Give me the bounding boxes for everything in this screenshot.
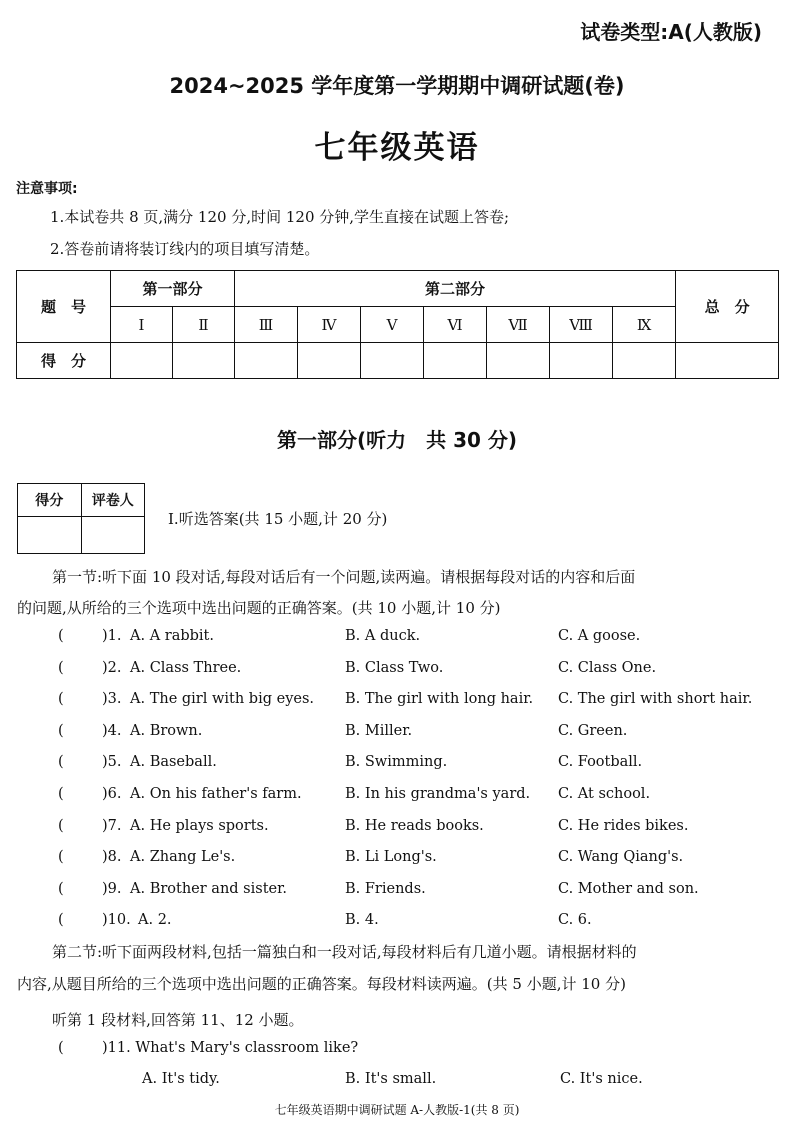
option-b: B. The girl with long hair.: [345, 691, 534, 708]
question-number: )4.: [102, 722, 122, 739]
question-item: [0, 691, 794, 715]
score-cell[interactable]: [173, 343, 235, 379]
option-c: C. Green.: [558, 722, 628, 739]
option-b: B. A duck.: [345, 628, 421, 644]
part2-intro-line: 第二节:听下面两段材料,包括一篇独白和一段对话,每段材料后有几道小题。请根据材料的: [52, 943, 637, 961]
grader-name-cell[interactable]: [81, 517, 145, 554]
question-item: [0, 818, 794, 842]
part1-header: 第一部分: [111, 271, 235, 307]
answer-paren[interactable]: (: [58, 691, 64, 708]
answer-paren[interactable]: (: [58, 659, 64, 676]
option-a: A. Class Three.: [130, 659, 242, 676]
option-b: B. He reads books.: [345, 817, 484, 834]
question-item: [0, 628, 794, 652]
option-a: A. 2.: [138, 912, 172, 929]
score-table: [16, 270, 779, 379]
option-b: B. It's small.: [345, 1071, 437, 1087]
score-cell[interactable]: [298, 343, 361, 379]
question-number: )8.: [102, 849, 122, 866]
question-stem: )11. What's Mary's classroom like?: [102, 1040, 359, 1056]
question-item: [0, 786, 794, 810]
question-number: )2.: [102, 659, 122, 676]
section1-title: Ⅰ.听选答案(共 15 小题,计 20 分): [168, 510, 388, 528]
answer-paren[interactable]: (: [58, 786, 64, 802]
notice-item: 2.答卷前请将装订线内的项目填写清楚。: [50, 240, 320, 258]
col-header: Ⅸ: [613, 307, 676, 343]
answer-paren[interactable]: (: [58, 880, 64, 897]
row-label-score: 得 分: [17, 343, 111, 379]
part1-intro-line: 的问题,从所给的三个选项中选出问题的正确答案。(共 10 小题,计 10 分): [17, 599, 501, 617]
question-number: )7.: [102, 817, 122, 834]
grader-score-label: 得分: [18, 484, 82, 517]
option-a: A. Brother and sister.: [130, 880, 288, 897]
option-b: B. Friends.: [345, 880, 426, 897]
answer-paren[interactable]: (: [58, 817, 64, 834]
answer-paren[interactable]: (: [58, 628, 64, 644]
question-number: )5.: [102, 754, 122, 771]
option-a: A. The girl with big eyes.: [130, 691, 315, 708]
exam-title: 2024~2025 学年度第一学期期中调研试题(卷): [169, 74, 625, 98]
subject-title: 七年级英语: [314, 130, 480, 166]
answer-paren[interactable]: (: [58, 849, 64, 866]
total-score-cell[interactable]: [676, 343, 779, 379]
option-a: A. Brown.: [130, 722, 203, 739]
option-c: C. A goose.: [558, 628, 641, 644]
paper-type-label: 试卷类型:A(人教版): [580, 20, 762, 44]
grader-score-cell[interactable]: [18, 517, 82, 554]
option-b: B. 4.: [345, 912, 379, 929]
question-options: [0, 1071, 794, 1095]
grader-name-label: 评卷人: [81, 484, 145, 517]
option-c: C. At school.: [558, 786, 651, 802]
answer-paren[interactable]: (: [58, 754, 64, 771]
col-header: Ⅶ: [487, 307, 550, 343]
option-a: A. Baseball.: [130, 754, 217, 771]
option-c: C. Mother and son.: [558, 880, 699, 897]
option-b: B. Swimming.: [345, 754, 448, 771]
option-a: A. Zhang Le's.: [130, 849, 236, 866]
col-header: Ⅱ: [173, 307, 235, 343]
col-header: Ⅲ: [235, 307, 298, 343]
option-b: B. In his grandma's yard.: [345, 786, 531, 802]
part1-title: 第一部分(听力 共 30 分): [276, 428, 518, 452]
grader-box: [17, 483, 145, 554]
listen-note: 听第 1 段材料,回答第 11、12 小题。: [52, 1011, 304, 1029]
question-number: )1.: [102, 628, 122, 644]
question-item: [0, 754, 794, 778]
question-item: [0, 849, 794, 873]
question-item: [0, 660, 794, 684]
score-cell[interactable]: [424, 343, 487, 379]
option-c: C. Class One.: [558, 659, 657, 676]
option-b: B. Class Two.: [345, 659, 444, 676]
row-label-number: 题 号: [17, 271, 111, 343]
notice-item: 1.本试卷共 8 页,满分 120 分,时间 120 分钟,学生直接在试题上答卷;: [50, 208, 510, 226]
score-cell[interactable]: [613, 343, 676, 379]
score-cell[interactable]: [550, 343, 613, 379]
question-number: )3.: [102, 691, 122, 708]
question-item: [0, 1040, 794, 1064]
option-a: A. A rabbit.: [130, 628, 214, 644]
col-header: Ⅴ: [361, 307, 424, 343]
option-c: C. He rides bikes.: [558, 817, 689, 834]
part2-header: 第二部分: [235, 271, 676, 307]
score-cell[interactable]: [235, 343, 298, 379]
question-number: )10.: [102, 912, 131, 929]
answer-paren[interactable]: (: [58, 912, 64, 929]
score-cell[interactable]: [361, 343, 424, 379]
option-a: A. On his father's farm.: [130, 786, 302, 802]
option-c: C. Wang Qiang's.: [558, 849, 684, 866]
question-number: )6.: [102, 786, 122, 802]
option-a: A. It's tidy.: [142, 1071, 220, 1087]
option-b: B. Li Long's.: [345, 849, 437, 866]
page-footer: 七年级英语期中调研试题 A-人教版-1(共 8 页): [274, 1103, 520, 1117]
question-item: [0, 912, 794, 936]
col-header: Ⅷ: [550, 307, 613, 343]
option-c: C. 6.: [558, 912, 592, 929]
option-c: C. The girl with short hair.: [558, 691, 753, 708]
option-a: A. He plays sports.: [130, 817, 269, 834]
answer-paren[interactable]: (: [58, 1040, 64, 1056]
total-header: 总 分: [676, 271, 779, 343]
col-header: Ⅵ: [424, 307, 487, 343]
question-item: [0, 881, 794, 905]
part1-intro-line: 第一节:听下面 10 段对话,每段对话后有一个问题,读两遍。请根据每段对话的内容和后面: [52, 568, 636, 586]
question-item: [0, 723, 794, 747]
col-header: Ⅰ: [111, 307, 173, 343]
score-cell[interactable]: [111, 343, 173, 379]
part2-intro-line: 内容,从题目所给的三个选项中选出问题的正确答案。每段材料读两遍。(共 5 小题,计 10 分): [17, 975, 626, 993]
option-c: C. It's nice.: [560, 1071, 643, 1087]
col-header: Ⅳ: [298, 307, 361, 343]
notice-heading: 注意事项:: [16, 181, 78, 197]
option-c: C. Football.: [558, 754, 643, 771]
option-b: B. Miller.: [345, 722, 413, 739]
score-cell[interactable]: [487, 343, 550, 379]
answer-paren[interactable]: (: [58, 722, 64, 739]
question-number: )9.: [102, 880, 122, 897]
